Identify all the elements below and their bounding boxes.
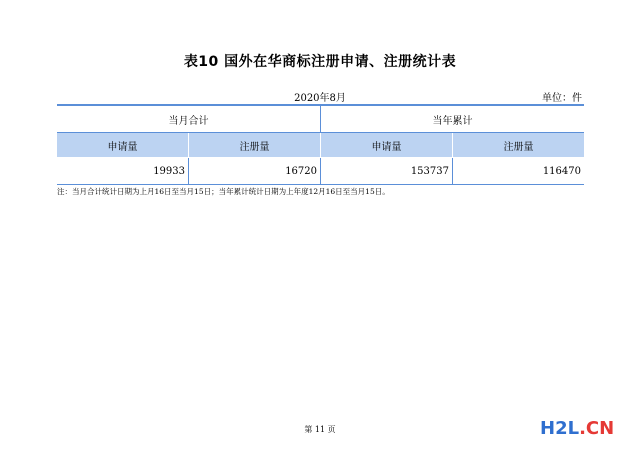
watermark-part1: H2L [540, 418, 580, 439]
table-title: 表10 国外在华商标注册申请、注册统计表 [183, 54, 457, 70]
report-date: 2020年8月 [294, 93, 346, 104]
column-header: 申请量 [321, 133, 453, 157]
page-number: 第 11 页 [304, 425, 336, 434]
table-row [57, 158, 584, 185]
group-header-monthly: 当月合计 [57, 106, 321, 132]
watermark-part2: .CN [579, 418, 615, 439]
watermark-logo [540, 418, 614, 439]
column-header: 注册量 [189, 133, 321, 157]
statistics-table [57, 104, 584, 185]
table-cell: 19933 [57, 158, 189, 184]
column-header: 申请量 [57, 133, 189, 157]
column-header: 注册量 [503, 141, 534, 153]
column-header-row [57, 133, 584, 158]
unit-label: 单位：件 [542, 93, 582, 104]
group-header-yearly: 当年累计 [432, 115, 473, 127]
table-cell: 116470 [542, 165, 581, 177]
table-cell: 153737 [321, 158, 453, 184]
footnote: 注：当月合计统计日期为上月16日至当月15日；当年累计统计日期为上年度12月16日至当月15日。 [57, 187, 390, 196]
group-header-row [57, 106, 584, 133]
table-cell: 16720 [189, 158, 321, 184]
